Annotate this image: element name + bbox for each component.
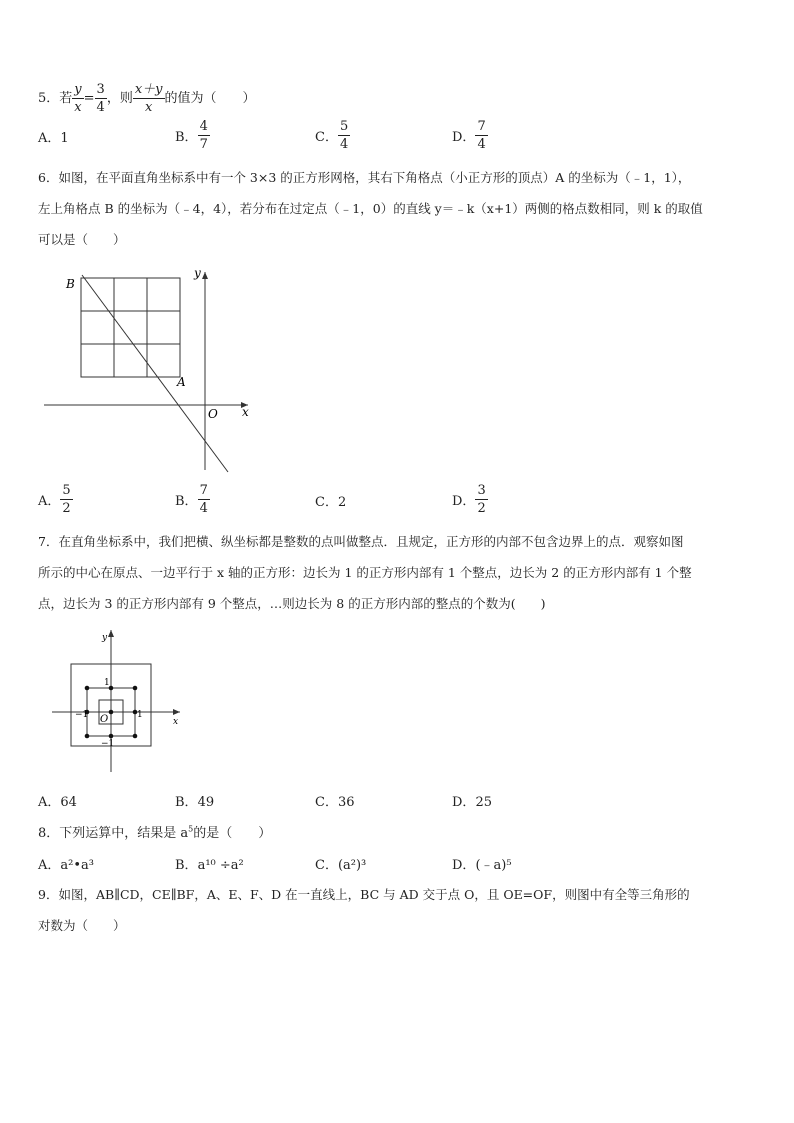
q5-mid: ，则 [106,91,133,106]
q7-label-x-neg1: −1 [75,710,89,720]
q8-option-a[interactable]: A．a²•a³ [38,858,94,873]
q7-label-y-neg1: −1 [101,739,115,749]
q8-stem: 8．下列运算中，结果是 $a^5$的是（ ） [38,824,272,841]
q6-label-O: O [208,407,218,421]
q7-label-y-1: 1 [104,678,110,688]
q5-option-c[interactable]: C． $\frac{5}{4}$ [315,119,349,152]
q8-option-b[interactable]: B．a¹⁰ ÷a² [175,858,244,873]
q6-line-y-k [82,275,228,472]
q6-option-d[interactable]: D． $\frac{3}{2}$ [452,483,486,516]
q7-label-O: O [100,714,109,725]
q9-line-2: 对数为（ ） [38,918,126,933]
q7-integer-point [109,710,114,715]
q5-given-fraction: $\frac{y}{x}$ [74,82,82,115]
q8-option-c[interactable]: C．(a²)³ [315,858,367,873]
q6-y-arrow [202,272,208,279]
q9-line-1: 9．如图，AB∥CD，CE∥BF，A、E、F、D 在一直线上，BC 与 AD 交于点 O，且 OE=OF，则图中有全等三角形的 [38,887,690,902]
q6-label-y: y [194,266,201,280]
q7-integer-point [133,686,138,691]
q7-line-3: 点，边长为 3 的正方形内部有 9 个整点，…则边长为 8 的正方形内部的整点的个数为( ) [38,596,546,611]
q6-line-1: 6．如图，在平面直角坐标系中有一个 3×3 的正方形网格，其右下角格点（小正方形的顶点）A 的坐标为（﹣1，1）， [38,170,691,185]
q7-label-x: x [173,717,179,727]
q7-option-c[interactable]: C．36 [315,795,355,810]
q7-label-x-1: 1 [137,710,143,720]
q5-ratio-fraction: $\frac{3}{4}$ [96,82,105,115]
question-5-stem: 5．若 $\frac{y}{x}$ = $\frac{3}{4}$ ，则 $\frac{x+y}{x}$ 的值为（ ） [38,82,256,115]
q8-option-d[interactable]: D．(﹣a)⁵ [452,858,512,873]
q5-option-a[interactable]: A．1 [38,131,69,146]
q6-line-3: 可以是（ ） [38,232,126,247]
q7-integer-point [85,734,90,739]
q7-option-d[interactable]: D．25 [452,795,492,810]
q7-integer-point [133,734,138,739]
q5-option-b[interactable]: B． $\frac{4}{7}$ [175,119,208,152]
q7-line-2: 所示的中心在原点、一边平行于 x 轴的正方形：边长为 1 的正方形内部有 1 个整点，边长为 2 的正方形内部有 1 个整 [38,565,692,580]
q6-option-b[interactable]: B． $\frac{7}{4}$ [175,483,208,516]
q7-integer-point [85,686,90,691]
q6-label-B: B [66,277,75,291]
q7-y-arrow [108,630,114,637]
q6-label-x: x [242,405,249,419]
q5-suffix: 的值为（ ） [164,91,256,106]
q6-line-2: 左上角格点 B 的坐标为（﹣4，4），若分布在过定点（﹣1，0）的直线 y＝﹣k（x+1）两侧的格点数相同，则 k 的取值 [38,201,703,216]
q7-x-arrow [173,709,180,715]
q5-prefix: 5．若 [38,91,73,106]
q7-option-b[interactable]: B．49 [175,795,215,810]
q6-option-a[interactable]: A． $\frac{5}{2}$ [38,483,71,516]
q7-integer-point [109,734,114,739]
q6-label-A: A [177,375,186,389]
q6-grid-figure [38,262,258,477]
q7-line-1: 7．在直角坐标系中，我们把横、纵坐标都是整数的点叫做整点．且规定，正方形的内部不包含边界上的点．观察如图 [38,534,684,549]
q7-option-a[interactable]: A．64 [38,795,77,810]
q7-label-y: y [102,633,108,643]
q5-option-d[interactable]: D． $\frac{7}{4}$ [452,119,486,152]
q6-option-c[interactable]: C．2 [315,495,347,510]
q5-expression-fraction: $\frac{x+y}{x}$ [134,82,163,115]
q7-squares-figure [48,624,188,774]
